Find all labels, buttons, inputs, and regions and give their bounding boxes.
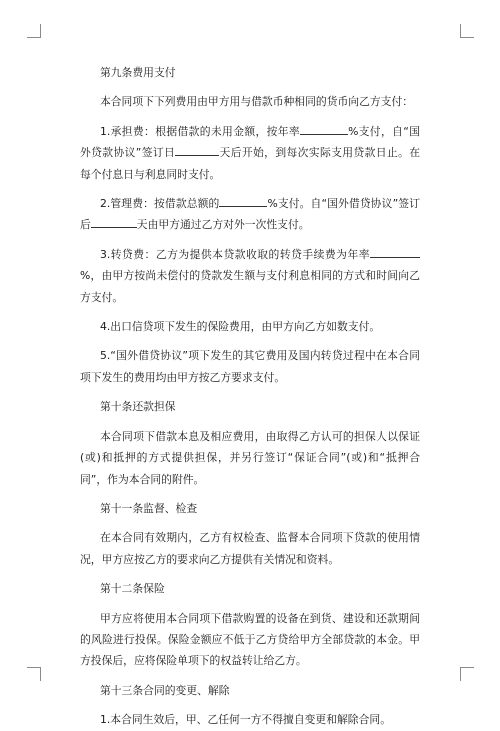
article-10-body: 本合同项下借款本息及相应费用，由取得乙方认可的担保人以保证(或)和抵押的方式提供担保，并另行签订“保证合同”(或)和“抵押合同”，作为本合同的附件。 [80,429,420,486]
article-10-title: 第十条还款担保 [99,400,176,414]
article-9-item-3: 3.转贷费：乙方为提供本贷款收取的转贷手续费为年率%，由甲方按尚未偿付的贷款发生额与支付利息相同的方式和时间向乙方支付。 [80,247,420,304]
blank-days-2 [91,218,137,229]
article-11-body: 在本合同有效期内，乙方有权检查、监督本合同项下贷款的使用情况，甲方应按乙方的要求向乙方提供有关情况和资料。 [80,531,420,566]
article-13-item-1: 1.本合同生效后，甲、乙任何一方不得擅自变更和解除合同。 [99,713,391,727]
crop-mark-top-left [27,24,41,38]
blank-days-1 [175,146,219,157]
crop-mark-top-right [460,24,474,38]
crop-mark-bottom-right [460,667,474,681]
article-9-intro: 本合同项下下列费用由甲方用与借款币种相同的货币向乙方支付： [99,95,414,109]
blank-rate-3 [370,247,420,258]
article-9-item-4: 4.出口信贷项下发生的保险费用，由甲方向乙方如数支付。 [99,320,381,334]
article-9-item-5: 5.“国外借贷协议”项下发生的其它费用及国内转贷过程中在本合同项下发生的费用均由甲方按乙方要求支付。 [80,349,420,384]
article-13-title: 第十三条合同的变更、解除 [99,683,230,697]
document-body [80,62,420,731]
crop-mark-bottom-left [27,667,41,681]
article-11-title: 第十一条监督、检查 [99,501,198,515]
article-12-title: 第十二条保险 [99,582,165,596]
blank-rate-2 [219,196,267,207]
blank-rate-1 [300,124,348,135]
article-9-item-2: 2.管理费：按借款总额的 %支付。自“国外借贷协议”签订后 天由甲方通过乙方对外一次性支付。 [80,197,420,232]
article-12-body: 甲方应将使用本合同项下借款购置的设备在到货、建设和还款期间的风险进行投保。保险金额应不低于乙方贷给甲方全部贷款的本金。甲方投保后，应将保险单项下的权益转让给乙方。 [80,611,420,668]
article-9-title: 第九条费用支付 [99,66,176,79]
article-9-item-1: 1.承担费：根据借款的未用金额，按年率 %支付，自“国外贷款协议”签订日 天后开始，到每次实际支用贷款日止。在每个付息日与利息同时支付。 [80,124,421,181]
